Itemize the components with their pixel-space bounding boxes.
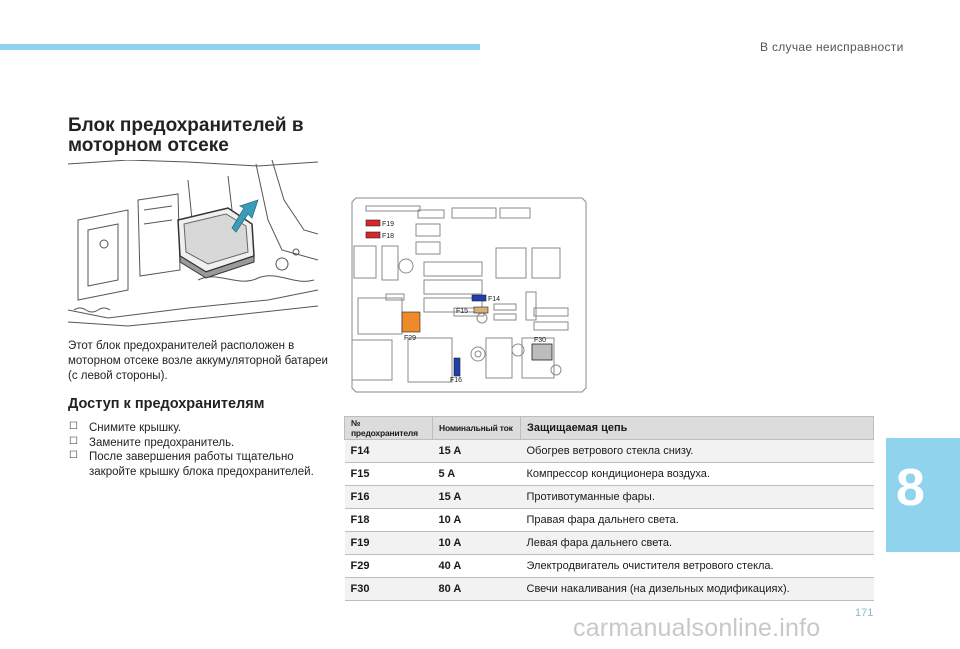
fuse-box-diagram <box>346 188 592 400</box>
protected-circuit: Левая фара дальнего света. <box>521 532 874 555</box>
fuse-number: F19 <box>345 532 433 555</box>
fuse-f16 <box>454 358 460 376</box>
protected-circuit: Компрессор кондиционера воздуха. <box>521 463 874 486</box>
col-rated-current: Номинальный ток <box>433 417 521 440</box>
step-item: ☐ Снимите крышку. <box>68 421 318 436</box>
table-row <box>345 509 874 532</box>
fuse-number: F16 <box>345 486 433 509</box>
label-f18: F18 <box>382 233 395 240</box>
table-header-row <box>345 417 874 440</box>
engine-bay-illustration <box>68 160 318 330</box>
table-row <box>345 555 874 578</box>
table-row <box>345 486 874 509</box>
fuse-f29 <box>402 312 420 332</box>
fuse-number: F29 <box>345 555 433 578</box>
fuse-f30 <box>532 344 552 360</box>
fuse-f15 <box>474 307 488 313</box>
rated-current: 10 A <box>433 532 521 555</box>
protected-circuit: Противотуманные фары. <box>521 486 874 509</box>
fuse-f18 <box>366 232 380 238</box>
label-f19: F19 <box>382 221 395 228</box>
rated-current: 10 A <box>433 509 521 532</box>
fuse-table <box>344 416 874 601</box>
table-row <box>345 532 874 555</box>
fuse-number: F15 <box>345 463 433 486</box>
page-title: Блок предохранителей в моторном отсеке <box>68 115 304 156</box>
table-row <box>345 578 874 601</box>
rated-current: 40 A <box>433 555 521 578</box>
label-f29: F29 <box>404 335 417 342</box>
fuse-number: F18 <box>345 509 433 532</box>
watermark: carmanualsonline.info <box>573 614 821 642</box>
label-f30: F30 <box>534 337 547 344</box>
protected-circuit: Электродвигатель очистителя ветрового стекла. <box>521 555 874 578</box>
rated-current: 5 A <box>433 463 521 486</box>
location-description: Этот блок предохранителей расположен в моторном отсеке возле аккумуляторной батареи (с левой стороны). <box>68 340 328 382</box>
table-row <box>345 440 874 463</box>
header-accent-bar <box>0 44 480 50</box>
rated-current: 15 A <box>433 440 521 463</box>
section-title: В случае неисправности <box>760 40 904 54</box>
fuse-number: F14 <box>345 440 433 463</box>
access-steps <box>68 421 318 479</box>
fuse-f19 <box>366 220 380 226</box>
step-item: ☐ Замените предохранитель. <box>68 436 318 451</box>
protected-circuit: Обогрев ветрового стекла снизу. <box>521 440 874 463</box>
label-f14: F14 <box>488 296 501 303</box>
fuse-f14 <box>472 295 486 301</box>
access-title: Доступ к предохранителям <box>68 396 265 412</box>
label-f16: F16 <box>450 377 463 384</box>
rated-current: 15 A <box>433 486 521 509</box>
table-row <box>345 463 874 486</box>
col-fuse-number: № предохранителя <box>345 417 433 440</box>
page-number: 171 <box>855 607 874 619</box>
protected-circuit: Свечи накаливания (на дизельных модификациях). <box>521 578 874 601</box>
label-f15: F15 <box>456 308 469 315</box>
step-item: ☐ После завершения работы тщательно закройте крышку блока предохранителей. <box>68 450 318 479</box>
rated-current: 80 A <box>433 578 521 601</box>
fuse-number: F30 <box>345 578 433 601</box>
col-protected-circuit: Защищаемая цепь <box>521 417 874 440</box>
chapter-number: 8 <box>896 459 925 517</box>
protected-circuit: Правая фара дальнего света. <box>521 509 874 532</box>
